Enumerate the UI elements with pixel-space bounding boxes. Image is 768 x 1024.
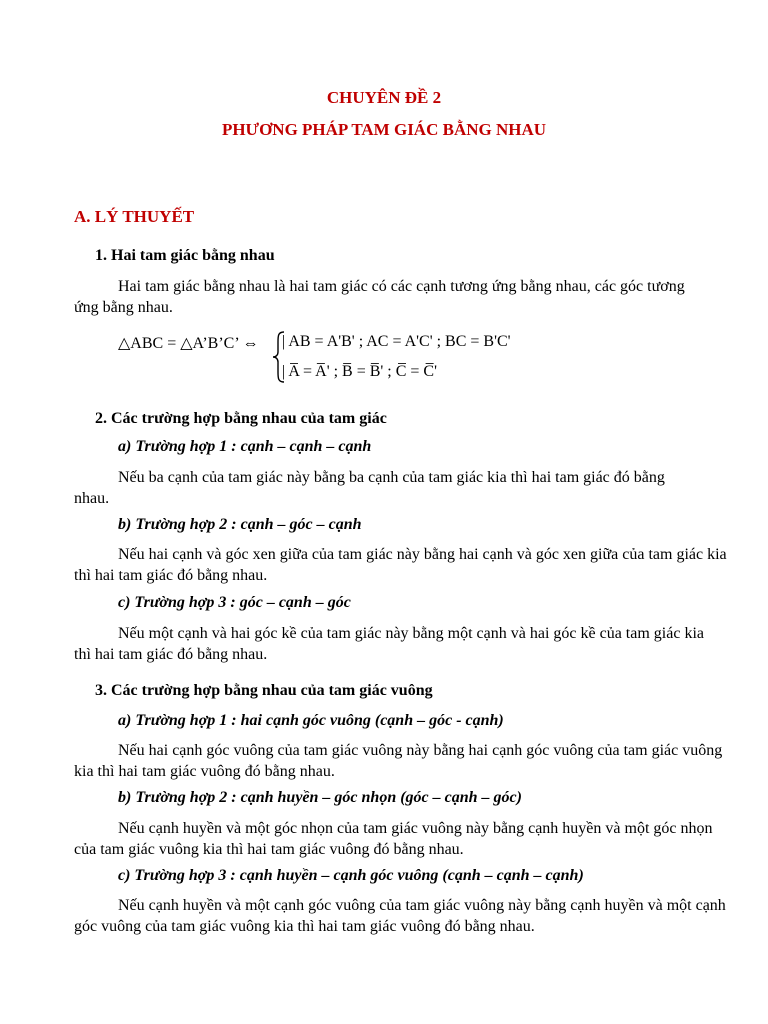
part3-case-b-title: b) Trường hợp 2 : cạnh huyền – góc nhọn (góc – cạnh – góc)	[118, 789, 522, 806]
part3-case-b-text: Nếu cạnh huyền và một góc nhọn của tam giác vuông này bằng cạnh huyền và một góc nhọn của tam giác vuông kia thì hai tam giác vuông đó bằng nhau.	[74, 820, 713, 858]
part3-heading: 3. Các trường hợp bằng nhau của tam giác vuông	[95, 682, 433, 699]
chapter-subtitle: PHƯƠNG PHÁP TAM GIÁC BẰNG NHAU	[221, 120, 547, 139]
part2-case-c-text: Nếu một cạnh và hai góc kề của tam giác này bằng một cạnh và hai góc kề của tam giác kia thì hai tam giác đó bằng nhau.	[74, 625, 704, 663]
part3-case-c-text: Nếu cạnh huyền và một cạnh góc vuông của tam giác vuông này bằng cạnh huyền và một cạnh góc vuông của tam giác vuông kia thì hai tam giác vuông đó bằng nhau.	[74, 897, 726, 935]
formula-line1: | AB = A'B' ; AC = A'C' ; BC = B'C'	[282, 333, 511, 350]
formula-left: △ABC = △A’B’C’ ⇔	[118, 335, 259, 352]
part3-case-c-title: c) Trường hợp 3 : cạnh huyền – cạnh góc vuông (cạnh – cạnh – cạnh)	[118, 867, 584, 884]
part2-case-b-text: Nếu hai cạnh và góc xen giữa của tam giác này bằng hai cạnh và góc xen giữa của tam giác kia thì hai tam giác đó bằng nhau.	[74, 546, 727, 584]
part1-heading: 1. Hai tam giác bằng nhau	[95, 247, 275, 264]
part3-case-a-title: a) Trường hợp 1 : hai cạnh góc vuông (cạnh – góc - cạnh)	[118, 712, 504, 729]
chapter-title: CHUYÊN ĐỀ 2	[326, 88, 442, 107]
part1-paragraph: Hai tam giác bằng nhau là hai tam giác có các cạnh tương ứng bằng nhau, các góc tương ứng bằng nhau.	[74, 278, 685, 316]
part2-case-b-title: b) Trường hợp 2 : cạnh – góc – cạnh	[118, 516, 362, 533]
part2-case-c-title: c) Trường hợp 3 : góc – cạnh – góc	[118, 594, 351, 611]
part2-case-a-text: Nếu ba cạnh của tam giác này bằng ba cạnh của tam giác kia thì hai tam giác đó bằng nhau.	[74, 469, 665, 507]
part2-case-a-title: a) Trường hợp 1 : cạnh – cạnh – cạnh	[118, 438, 372, 455]
section-a-heading: A. LÝ THUYẾT	[74, 207, 195, 226]
part3-case-a-text: Nếu hai cạnh góc vuông của tam giác vuông này bằng hai cạnh góc vuông của tam giác vuông kia thì hai tam giác vuông đó bằng nhau.	[74, 742, 723, 780]
part2-heading: 2. Các trường hợp bằng nhau của tam giác	[95, 410, 387, 427]
formula-line2: | A̅ = A̅' ; B̅ = B̅' ; C̅ = C̅'	[282, 363, 437, 380]
